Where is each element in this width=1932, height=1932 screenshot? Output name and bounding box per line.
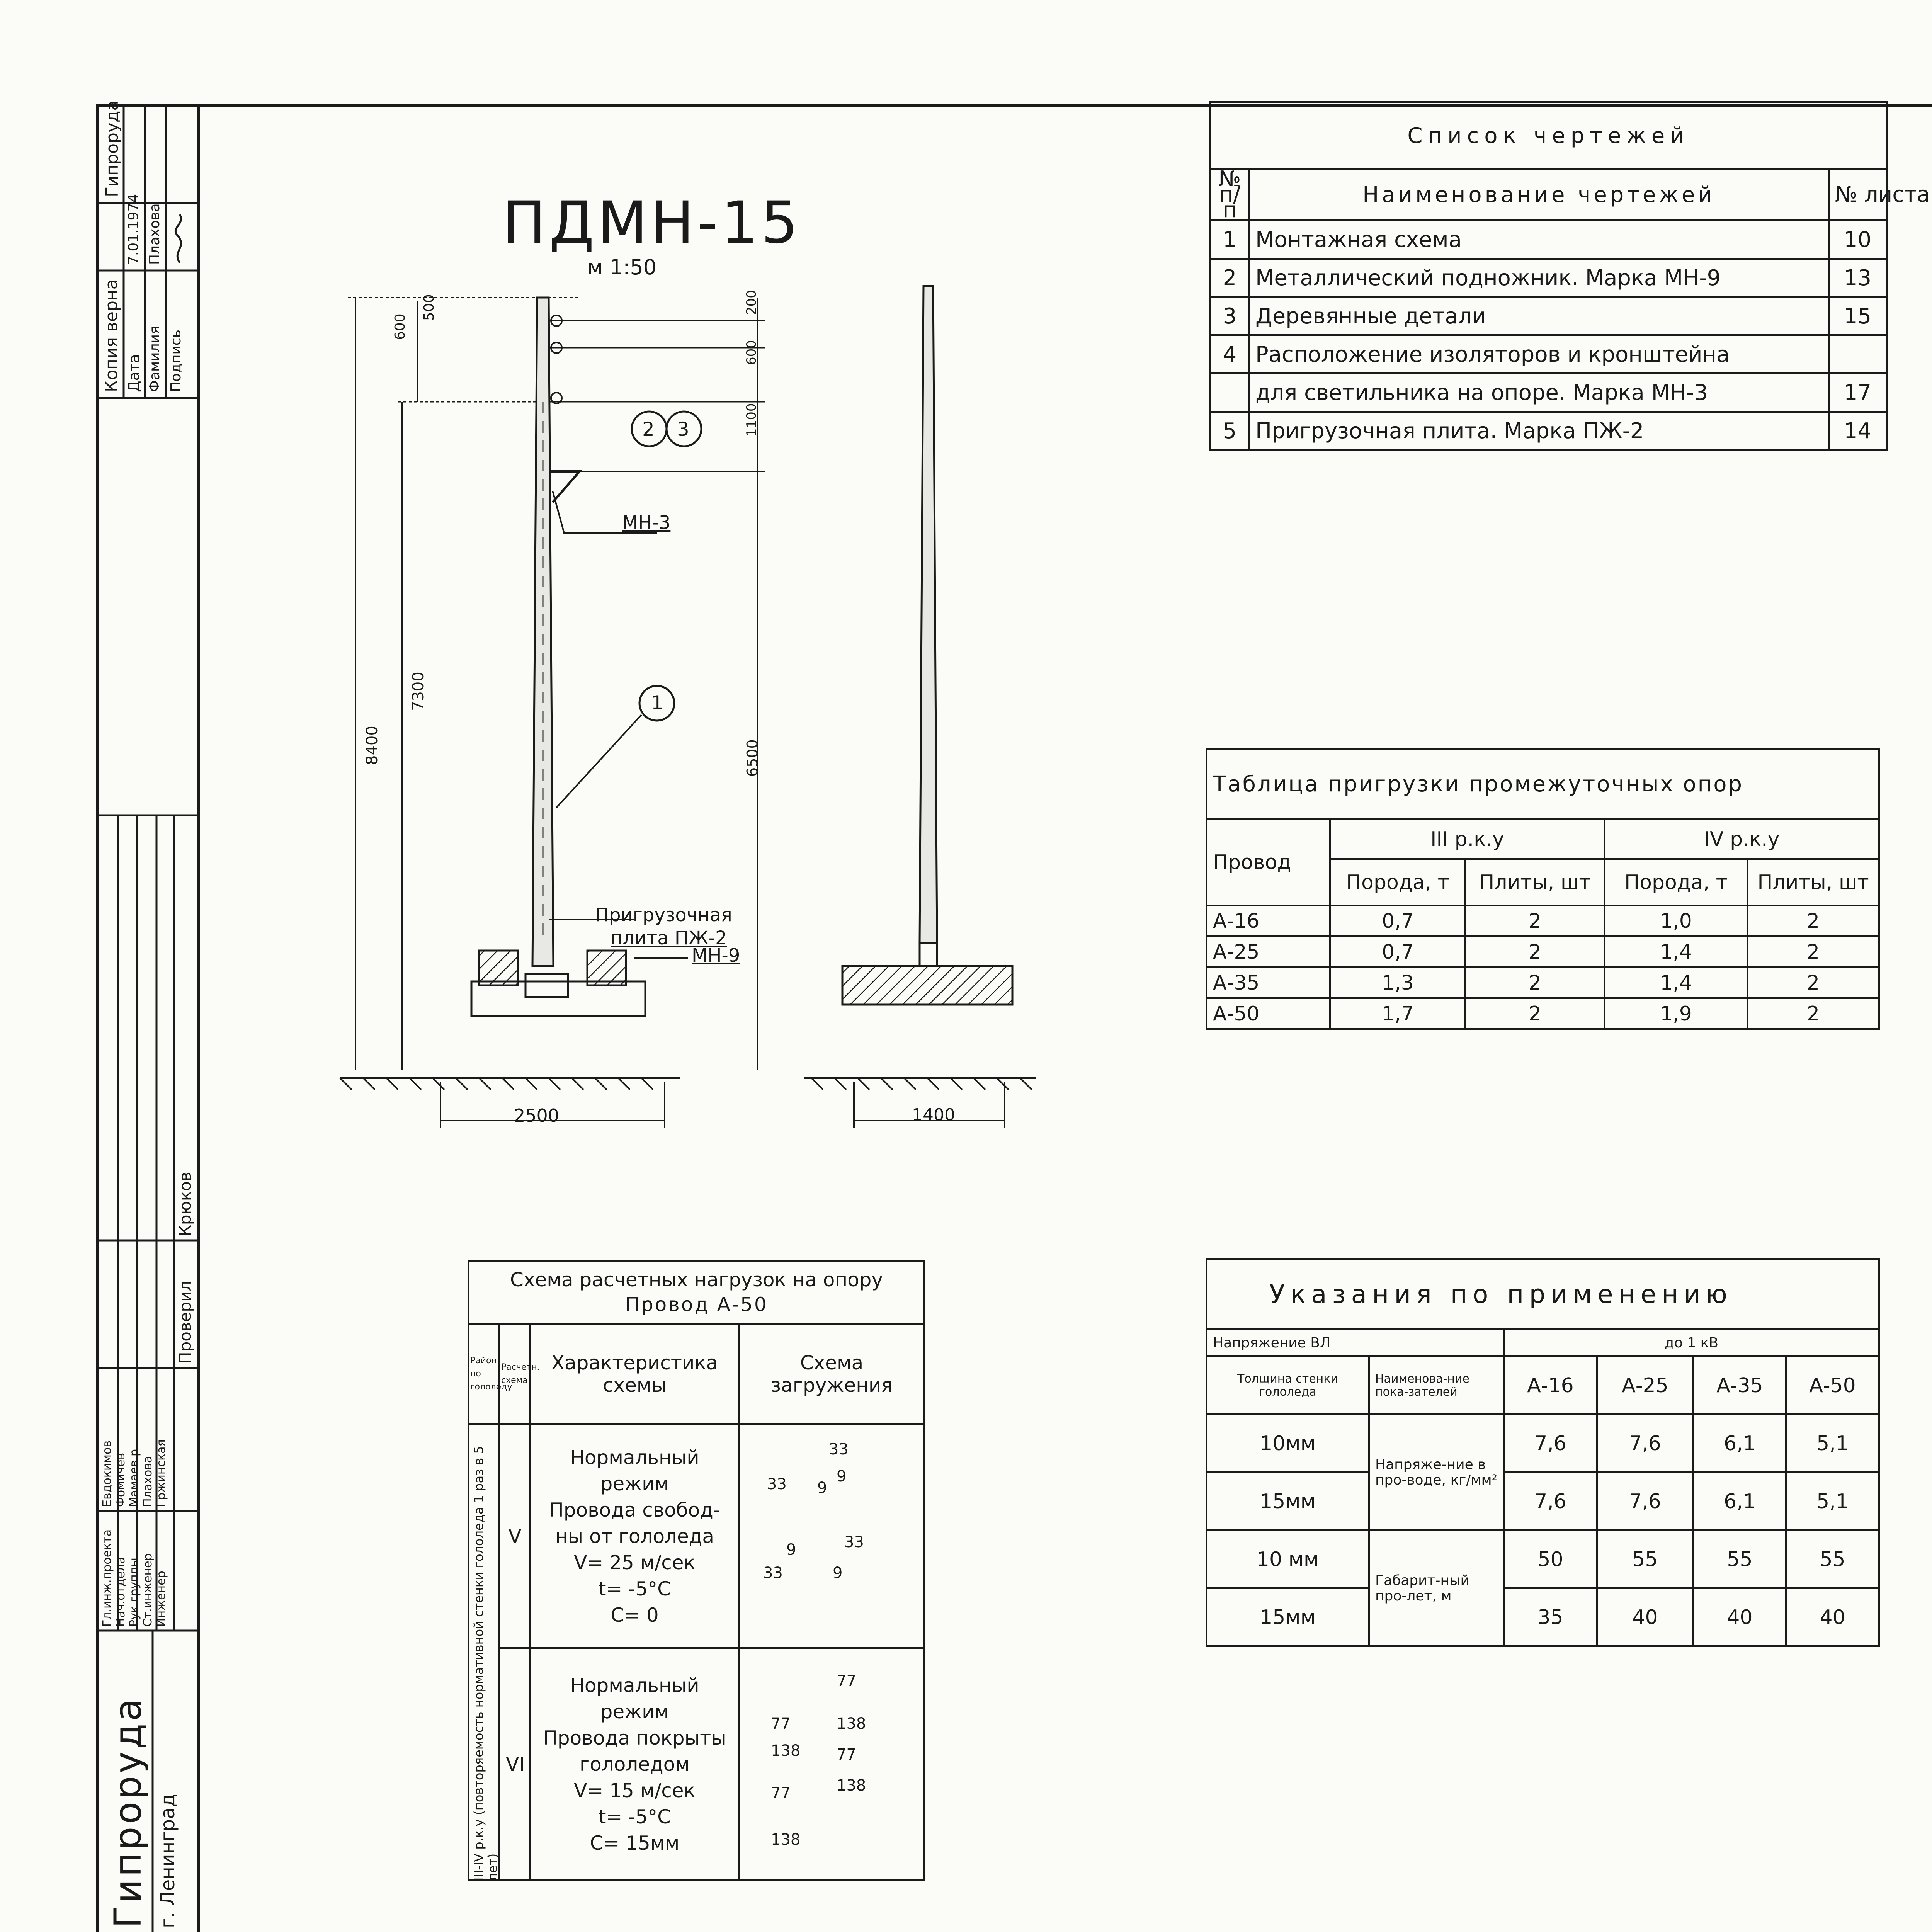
table-row: 5 Пригрузочная плита. Марка ПЖ-2 14: [1211, 412, 1887, 450]
name-2: Фомичев: [114, 1452, 128, 1507]
copy-stamp: [99, 100, 197, 398]
callout-3: 3: [677, 418, 689, 440]
role-1: Гл.инж.проекта: [100, 1529, 114, 1627]
role-2: Нач.отдела: [114, 1557, 128, 1627]
label-plate-2: плита ПЖ-2: [611, 927, 727, 949]
weight-h-plates3: Плиты, шт: [1466, 859, 1605, 906]
dl-h-sheet: № листа: [1829, 169, 1887, 221]
weight-h-group3: III р.к.у: [1330, 820, 1605, 859]
drawing-scale: м 1:50: [587, 255, 657, 279]
pole-side: [920, 286, 937, 943]
dim-600a: 600: [392, 313, 408, 340]
surname-value: Плахова: [147, 203, 163, 265]
loads-roman-1: V: [500, 1424, 531, 1648]
name-5: Гржинская: [155, 1439, 168, 1507]
date-value: 7.01.1974: [126, 194, 141, 265]
drawings-list-title: Список чертежей: [1211, 102, 1887, 169]
dim-200: 200: [744, 290, 759, 315]
role-4: Ст.инженер: [141, 1553, 155, 1627]
table-row: А-25 0,7 2 1,4 2: [1207, 937, 1879, 968]
name-4: Плахова: [141, 1456, 155, 1507]
dl-h-num: № п/п: [1211, 169, 1249, 221]
table-row: 2 Металлический подножник. Марка МН-9 13: [1211, 259, 1887, 297]
signature-scribble: [168, 213, 191, 267]
weight-h-group4: IV р.к.у: [1605, 820, 1879, 859]
table-row: 4 Расположение изоляторов и кронштейна: [1211, 335, 1887, 374]
weight-h-soil4: Порода, т: [1605, 859, 1748, 906]
inner-left-border: [96, 104, 99, 1932]
copy-org: Гипроруда: [102, 100, 122, 197]
checked-label: Проверил: [176, 1281, 195, 1364]
role-3: Рук.группы: [128, 1558, 141, 1627]
loads-side-label: III-IV р.к.у (повторяемость нормативной стенки гололеда 1 раз в 5 лет): [471, 1446, 500, 1881]
usage-title: Указания по применению: [1207, 1259, 1879, 1330]
usage-h-a35: А-35: [1694, 1357, 1786, 1415]
usage-h-a50: А-50: [1786, 1357, 1879, 1415]
drawings-list-table: [1209, 101, 1930, 451]
loads-title-2: Провод А-50: [625, 1293, 768, 1316]
dim-500: 500: [421, 294, 437, 321]
weight-title: Таблица пригрузки промежуточных опор: [1207, 749, 1879, 820]
usage-h-1kv: до 1 кВ: [1504, 1330, 1879, 1357]
name-3: Мамаев р.: [128, 1445, 141, 1507]
table-row: 15мм 35 40 40 40: [1207, 1588, 1879, 1646]
table-row: А-35 1,3 2 1,4 2: [1207, 968, 1879, 998]
pole-drawing: [309, 286, 1043, 1144]
loads-table: [468, 1260, 925, 1881]
surname-label: Фамилия: [147, 326, 163, 392]
table-row: для светильника на опоре. Марка МН-3 17: [1211, 374, 1887, 412]
dim-600b: 600: [744, 340, 759, 365]
table-row: 10 мм Габарит-ный про-лет, м 50 55 55 55: [1207, 1531, 1879, 1588]
loads-h-char: Характеристика схемы: [531, 1324, 739, 1424]
left-city: г. Ленинград: [156, 1794, 179, 1928]
usage-h-ice: Толщина стенки гололеда: [1207, 1357, 1369, 1415]
label-plate-1: Пригрузочная: [595, 904, 732, 926]
weight-h-soil3: Порода, т: [1330, 859, 1466, 906]
loads-h-scheme: Расчетн. схема: [500, 1324, 531, 1424]
table-row: 1 Монтажная схема 10: [1211, 221, 1887, 259]
usage-ind-stress: Напряже-ние в про-воде, кг/мм²: [1369, 1415, 1504, 1531]
dim-8400: 8400: [363, 726, 381, 765]
loads-h-region: Район по гололеду: [469, 1324, 500, 1424]
dim-1400: 1400: [912, 1105, 955, 1125]
label-mn3: МН-3: [622, 512, 671, 534]
callout-1: 1: [651, 692, 663, 714]
dim-6500: 6500: [744, 739, 761, 777]
signature-label: Подпись: [168, 330, 184, 392]
table-row: А-50 1,7 2 1,9 2: [1207, 998, 1879, 1029]
stamp-strip-border: [197, 104, 200, 1932]
usage-h-a16: А-16: [1504, 1357, 1597, 1415]
dim-2500: 2500: [514, 1105, 560, 1126]
table-row: 15мм 7,6 7,6 6,1 5,1: [1207, 1473, 1879, 1531]
usage-table: [1206, 1258, 1880, 1647]
checked-name: Крюков: [176, 1172, 195, 1236]
weight-table: [1206, 748, 1880, 1030]
left-stamp: [99, 815, 197, 1932]
left-org: Гипроруда: [106, 1696, 150, 1928]
table-row: III-IV р.к.у (повторяемость нормативной стенки гололеда 1 раз в 5 лет) V Нормальный режим Провода свобод- ны от гололеда V= 25 м/сек t= -5°С С= 0 33 9 33 9 33 9 33 9: [469, 1424, 925, 1648]
role-5: Инженер: [155, 1571, 168, 1627]
callout-2: 2: [642, 418, 655, 440]
drawing-title: ПДМН-15: [502, 189, 801, 257]
table-row: А-16 0,7 2 1,0 2: [1207, 906, 1879, 937]
name-1: Евдокимов: [100, 1440, 114, 1507]
loads-roman-2: VI: [500, 1648, 531, 1880]
table-row: VI Нормальный режим Провода покрыты гололедом V= 15 м/сек t= -5°С С= 15мм 77 138 77 138 77 138 77 138: [469, 1648, 925, 1880]
dim-7300: 7300: [410, 672, 427, 711]
usage-ind-gauge: Габарит-ный про-лет, м: [1369, 1531, 1504, 1646]
copy-true-label: Копия верна: [102, 279, 121, 392]
loads-h-load: Схема загружения: [739, 1324, 925, 1424]
label-mn9: МН-9: [692, 945, 740, 966]
usage-h-voltage: Напряжение ВЛ: [1207, 1330, 1504, 1357]
dim-1100: 1100: [744, 403, 759, 437]
weight-h-plates4: Плиты, шт: [1748, 859, 1879, 906]
loads-title-1: Схема расчетных нагрузок на опору: [510, 1269, 883, 1291]
dl-h-name: Наименование чертежей: [1249, 169, 1829, 221]
usage-h-a25: А-25: [1597, 1357, 1694, 1415]
table-row: 3 Деревянные детали 15: [1211, 297, 1887, 335]
weight-h-wire: Провод: [1207, 820, 1330, 906]
usage-h-indicator: Наименова-ние пока-зателей: [1369, 1357, 1504, 1415]
table-row: 10мм Напряже-ние в про-воде, кг/мм² 7,6 7,6 6,1 5,1: [1207, 1415, 1879, 1473]
date-label: Дата: [126, 354, 143, 392]
